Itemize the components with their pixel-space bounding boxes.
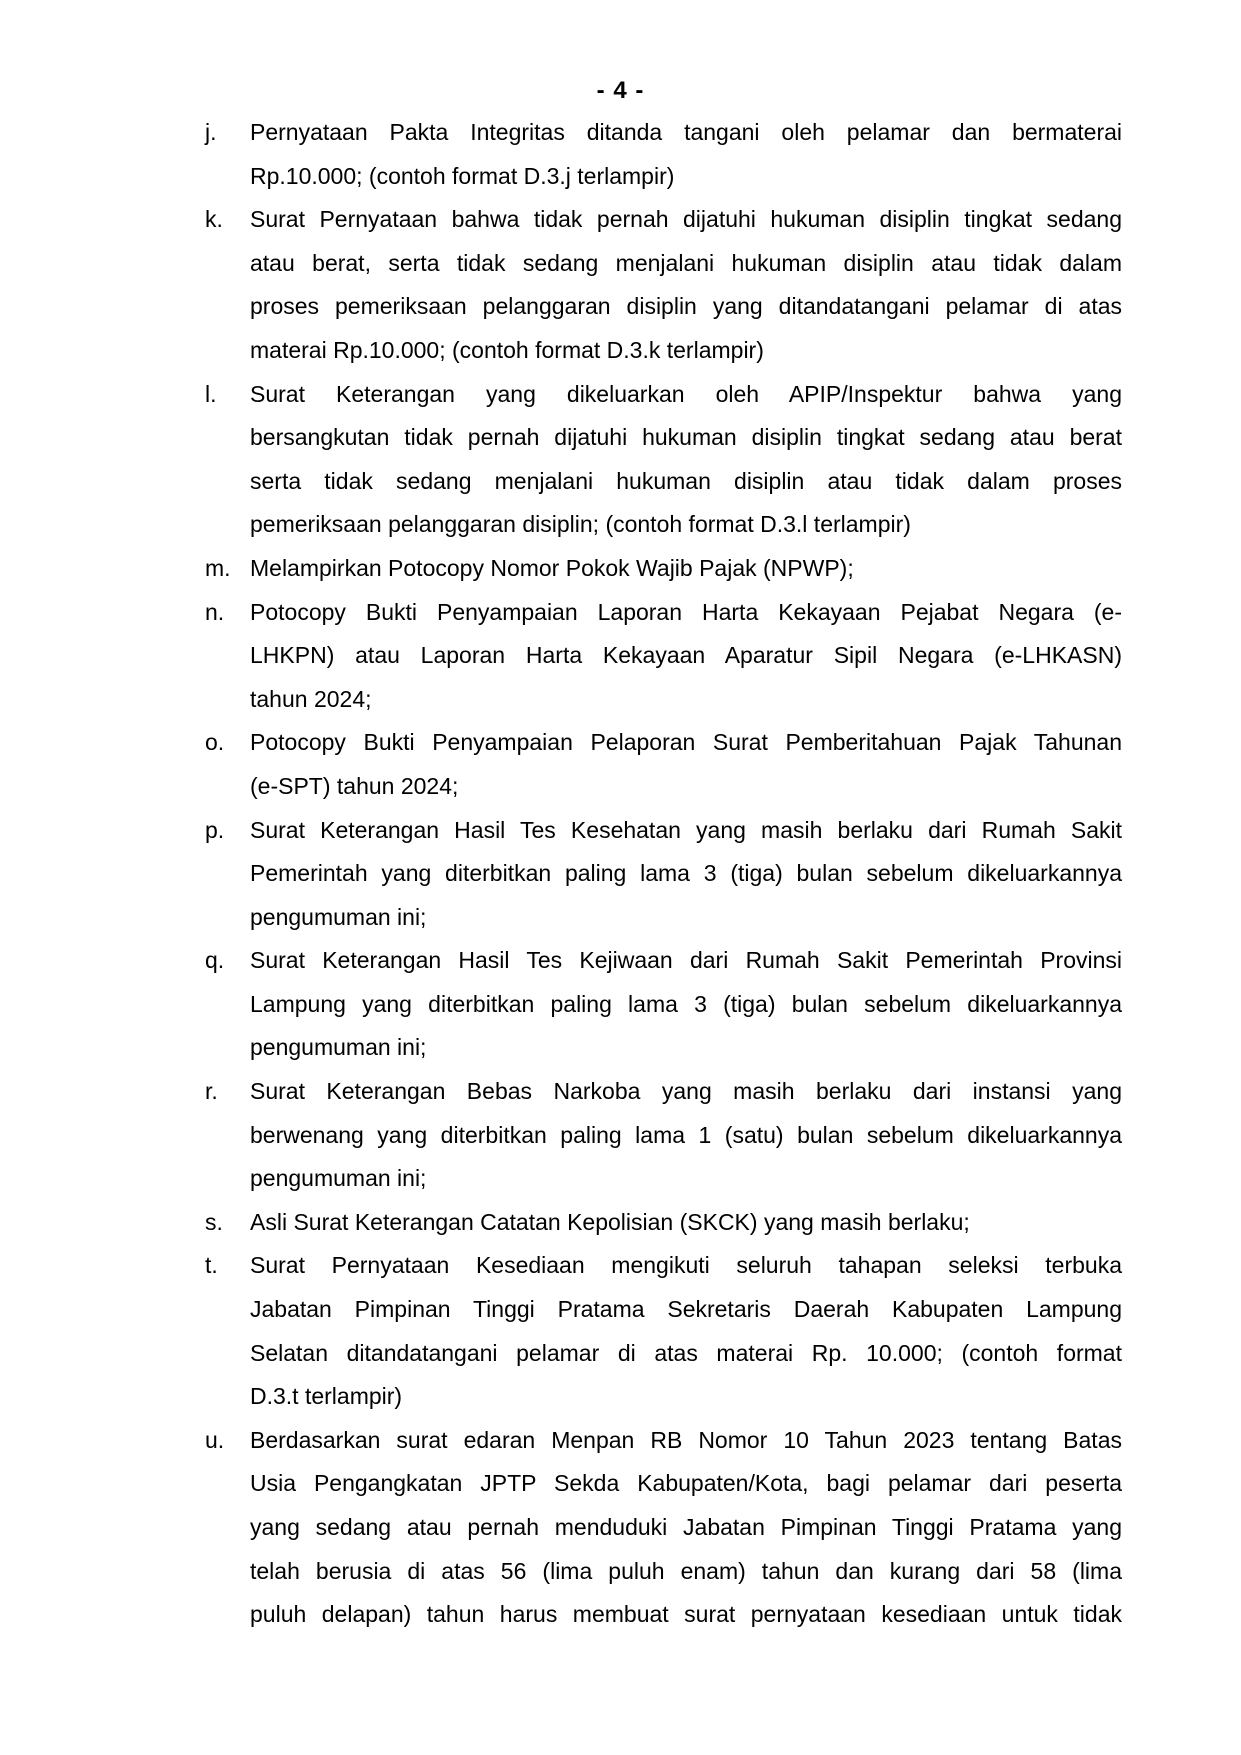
list-item-marker: j. <box>205 119 217 145</box>
text-line: bersangkutan tidak pernah dijatuhi hukuman disiplin tingkat sedang atau berat <box>250 424 1122 451</box>
list-item-text <box>250 373 1122 547</box>
text-line: Lampung yang diterbitkan paling lama 3 (tiga) bulan sebelum dikeluarkannya <box>250 990 1122 1017</box>
text-line: Asli Surat Keterangan Catatan Kepolisian (SKCK) yang masih berlaku; <box>250 1208 970 1235</box>
list-item-n <box>0 591 1122 722</box>
list-item-marker: s. <box>205 1208 223 1235</box>
text-line: proses pemeriksaan pelanggaran disiplin yang ditandatangani pelamar di atas <box>250 293 1122 320</box>
list-item-m <box>0 547 1122 591</box>
list-item-text <box>250 547 1122 591</box>
text-line: (e-SPT) tahun 2024; <box>250 772 459 799</box>
list-item-marker: o. <box>205 729 225 756</box>
text-line: Jabatan Pimpinan Tinggi Pratama Sekretaris Daerah Kabupaten Lampung <box>250 1296 1122 1323</box>
list-item-s <box>0 1201 1122 1245</box>
list-item-r <box>0 1070 1122 1201</box>
list-item-l <box>0 373 1122 547</box>
text-line: Pemerintah yang diterbitkan paling lama 3 (tiga) bulan sebelum dikeluarkannya <box>250 860 1122 887</box>
text-line: Usia Pengangkatan JPTP Sekda Kabupaten/Kota, bagi pelamar dari peserta <box>250 1470 1122 1497</box>
page-number: - 4 - <box>596 77 645 104</box>
text-line: Surat Keterangan Hasil Tes Kejiwaan dari Rumah Sakit Pemerintah Provinsi <box>250 947 1122 974</box>
list-item-marker: u. <box>205 1426 225 1453</box>
list-item-q <box>0 939 1122 1070</box>
list-item-marker: q. <box>205 947 225 974</box>
list-item-marker: t. <box>205 1252 218 1279</box>
text-line: Selatan ditandatangani pelamar di atas materai Rp. 10.000; (contoh format <box>250 1339 1122 1366</box>
list-item-marker: r. <box>205 1078 218 1105</box>
list-item-marker: k. <box>205 206 223 233</box>
list-item-text <box>250 1419 1122 1637</box>
list-item-marker: p. <box>205 816 225 843</box>
text-line: puluh delapan) tahun harus membuat surat pernyataan kesediaan untuk tidak <box>250 1601 1122 1628</box>
list-item-text <box>250 809 1122 940</box>
text-line: Berdasarkan surat edaran Menpan RB Nomor 10 Tahun 2023 tentang Batas <box>250 1426 1122 1453</box>
list-item-text <box>250 591 1122 722</box>
text-line: atau berat, serta tidak sedang menjalani hukuman disiplin atau tidak dalam <box>250 249 1122 276</box>
text-line: Potocopy Bukti Penyampaian Laporan Harta Kekayaan Pejabat Negara (e- <box>250 598 1122 625</box>
text-line: materai Rp.10.000; (contoh format D.3.k terlampir) <box>250 336 764 363</box>
text-line: Pernyataan Pakta Integritas ditanda tangani oleh pelamar dan bermaterai <box>250 119 1122 145</box>
list-item-marker: l. <box>205 380 217 407</box>
list-item-k <box>0 198 1122 372</box>
list-item-t <box>0 1244 1122 1418</box>
text-line: LHKPN) atau Laporan Harta Kekayaan Aparatur Sipil Negara (e-LHKASN) <box>250 642 1122 669</box>
text-line: berwenang yang diterbitkan paling lama 1 (satu) bulan sebelum dikeluarkannya <box>250 1121 1122 1148</box>
list-item-text <box>250 939 1122 1070</box>
text-line: yang sedang atau pernah menduduki Jabatan Pimpinan Tinggi Pratama yang <box>250 1514 1122 1540</box>
text-line: telah berusia di atas 56 (lima puluh enam) tahun dan kurang dari 58 (lima <box>250 1557 1122 1584</box>
list-item-text <box>250 1201 1122 1245</box>
text-line: Surat Keterangan yang dikeluarkan oleh APIP/Inspektur bahwa yang <box>250 380 1122 407</box>
text-line: Surat Keterangan Hasil Tes Kesehatan yang masih berlaku dari Rumah Sakit <box>250 816 1122 843</box>
list-item-text <box>250 1070 1122 1201</box>
list-item-text <box>250 1244 1122 1418</box>
list-item-marker: n. <box>205 598 225 625</box>
text-line: Rp.10.000; (contoh format D.3.j terlampir) <box>250 162 675 189</box>
list-item-text <box>250 721 1122 808</box>
list-item-marker: m. <box>205 554 231 581</box>
list-item-p <box>0 809 1122 940</box>
list-item-text <box>250 111 1122 198</box>
text-line: tahun 2024; <box>250 685 372 712</box>
text-line: pemeriksaan pelanggaran disiplin; (contoh format D.3.l terlampir) <box>250 511 911 538</box>
text-line: Surat Pernyataan Kesediaan mengikuti seluruh tahapan seleksi terbuka <box>250 1252 1122 1279</box>
text-line: Potocopy Bukti Penyampaian Pelaporan Surat Pemberitahuan Pajak Tahunan <box>250 729 1122 756</box>
list-item-u <box>0 1419 1122 1637</box>
text-line: D.3.t terlampir) <box>250 1383 403 1410</box>
text-line: pengumuman ini; <box>250 1165 427 1192</box>
text-line: Surat Keterangan Bebas Narkoba yang masih berlaku dari instansi yang <box>250 1078 1122 1105</box>
text-line: pengumuman ini; <box>250 1034 427 1061</box>
text-line: Surat Pernyataan bahwa tidak pernah dijatuhi hukuman disiplin tingkat sedang <box>250 206 1122 233</box>
text-line: Melampirkan Potocopy Nomor Pokok Wajib Pajak (NPWP); <box>250 554 854 581</box>
text-line: pengumuman ini; <box>250 903 427 930</box>
list-item-o <box>0 721 1122 808</box>
requirements-list <box>0 111 1122 1637</box>
list-item-text <box>250 198 1122 372</box>
list-item-j <box>0 111 1122 198</box>
text-line: serta tidak sedang menjalani hukuman disiplin atau tidak dalam proses <box>250 467 1122 494</box>
